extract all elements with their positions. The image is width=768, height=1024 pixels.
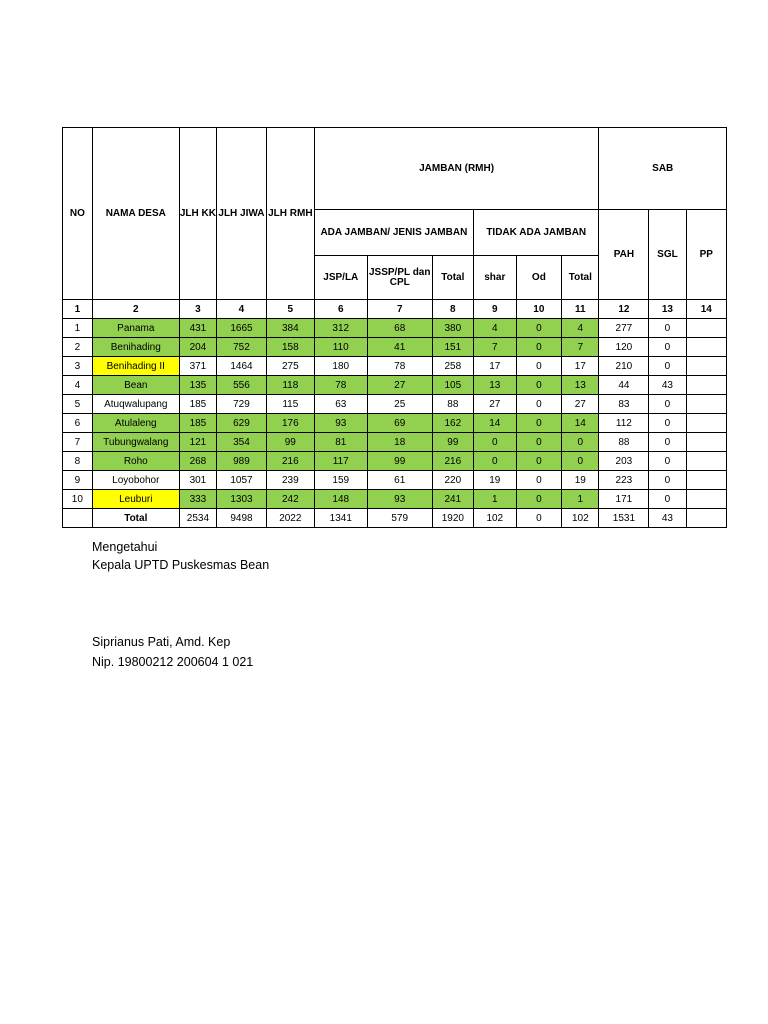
- table-cell: 1531: [599, 509, 649, 528]
- table-cell: 223: [599, 471, 649, 490]
- table-cell: 752: [217, 338, 267, 357]
- table-row: [63, 490, 727, 509]
- col-header-od: Od: [516, 256, 562, 300]
- table-cell: [686, 490, 726, 509]
- village-name-cell: Panama: [92, 319, 179, 338]
- table-cell: 729: [217, 395, 267, 414]
- table-cell: 210: [599, 357, 649, 376]
- column-number: 4: [217, 300, 267, 319]
- table-row: [63, 452, 727, 471]
- table-cell: 0: [474, 452, 516, 471]
- table-cell: [686, 376, 726, 395]
- table-cell: 171: [599, 490, 649, 509]
- total-label: Total: [92, 509, 179, 528]
- table-cell: [686, 395, 726, 414]
- table-cell: [686, 338, 726, 357]
- village-name-cell: Bean: [92, 376, 179, 395]
- table-cell: 7: [562, 338, 599, 357]
- table-cell: 102: [562, 509, 599, 528]
- table-cell: 0: [649, 490, 686, 509]
- table-cell: 10: [63, 490, 93, 509]
- village-name-cell: Atuqwalupang: [92, 395, 179, 414]
- table-cell: 43: [649, 376, 686, 395]
- village-name-cell: Atulaleng: [92, 414, 179, 433]
- col-header-jlh-rmh: JLH RMH: [266, 128, 314, 300]
- table-cell: 185: [179, 414, 216, 433]
- table-cell: 159: [314, 471, 367, 490]
- table-cell: 115: [266, 395, 314, 414]
- col-header-jsp-la: JSP/LA: [314, 256, 367, 300]
- table-cell: 93: [314, 414, 367, 433]
- total-row: [63, 509, 727, 528]
- table-cell: 13: [474, 376, 516, 395]
- table-cell: 0: [516, 471, 562, 490]
- table-cell: [686, 509, 726, 528]
- table-cell: [686, 319, 726, 338]
- table-cell: 110: [314, 338, 367, 357]
- column-number: 11: [562, 300, 599, 319]
- table-cell: 120: [599, 338, 649, 357]
- table-cell: 1303: [217, 490, 267, 509]
- table-cell: 99: [266, 433, 314, 452]
- col-header-nama-desa: NAMA DESA: [92, 128, 179, 300]
- column-number-row: [63, 300, 727, 319]
- signatory-name: Siprianus Pati, Amd. Kep: [92, 635, 231, 649]
- table-cell: 1: [474, 490, 516, 509]
- table-cell: 93: [367, 490, 432, 509]
- table-cell: 88: [432, 395, 473, 414]
- table-cell: 14: [474, 414, 516, 433]
- table-cell: [686, 471, 726, 490]
- table-cell: 69: [367, 414, 432, 433]
- table-cell: 61: [367, 471, 432, 490]
- column-number: 14: [686, 300, 726, 319]
- table-cell: 1665: [217, 319, 267, 338]
- table-cell: 220: [432, 471, 473, 490]
- table-cell: 6: [63, 414, 93, 433]
- table-cell: 268: [179, 452, 216, 471]
- table-cell: 431: [179, 319, 216, 338]
- col-header-jamban: JAMBAN (RMH): [314, 128, 599, 210]
- table-cell: 0: [649, 319, 686, 338]
- column-number: 7: [367, 300, 432, 319]
- table-row: [63, 395, 727, 414]
- table-cell: 41: [367, 338, 432, 357]
- table-cell: 0: [516, 319, 562, 338]
- village-name-cell: Benihading II: [92, 357, 179, 376]
- table-cell: 4: [474, 319, 516, 338]
- table-cell: 18: [367, 433, 432, 452]
- col-header-ada-jamban: ADA JAMBAN/ JENIS JAMBAN: [314, 210, 473, 256]
- village-name-cell: Leuburi: [92, 490, 179, 509]
- table-cell: 17: [474, 357, 516, 376]
- column-number: 6: [314, 300, 367, 319]
- table-cell: 102: [474, 509, 516, 528]
- table-cell: 17: [562, 357, 599, 376]
- table-cell: 203: [599, 452, 649, 471]
- table-cell: 216: [432, 452, 473, 471]
- table-cell: 63: [314, 395, 367, 414]
- table-cell: 121: [179, 433, 216, 452]
- table-cell: 0: [562, 452, 599, 471]
- table-cell: 83: [599, 395, 649, 414]
- table-cell: 99: [432, 433, 473, 452]
- table-cell: 239: [266, 471, 314, 490]
- table-cell: 112: [599, 414, 649, 433]
- table-cell: 25: [367, 395, 432, 414]
- table-cell: 27: [367, 376, 432, 395]
- table-cell: 19: [474, 471, 516, 490]
- table-cell: 0: [649, 395, 686, 414]
- col-header-jssp: JSSP/PL dan CPL: [367, 256, 432, 300]
- table-cell: 148: [314, 490, 367, 509]
- table-cell: 43: [649, 509, 686, 528]
- table-row: [63, 376, 727, 395]
- table-cell: 1341: [314, 509, 367, 528]
- table-cell: 1464: [217, 357, 267, 376]
- table-cell: 176: [266, 414, 314, 433]
- table-cell: 0: [649, 471, 686, 490]
- table-cell: 7: [63, 433, 93, 452]
- table-cell: 0: [649, 433, 686, 452]
- data-rows: [63, 319, 727, 509]
- table-cell: 88: [599, 433, 649, 452]
- table-cell: 19: [562, 471, 599, 490]
- table-cell: 216: [266, 452, 314, 471]
- column-number: 13: [649, 300, 686, 319]
- table-cell: 354: [217, 433, 267, 452]
- table-cell: 371: [179, 357, 216, 376]
- col-header-total-tidak: Total: [562, 256, 599, 300]
- table-cell: 241: [432, 490, 473, 509]
- table-cell: 27: [562, 395, 599, 414]
- table-cell: 3: [63, 357, 93, 376]
- table-cell: 162: [432, 414, 473, 433]
- table-cell: 81: [314, 433, 367, 452]
- table-row: [63, 471, 727, 490]
- column-number: 2: [92, 300, 179, 319]
- table-cell: 5: [63, 395, 93, 414]
- table-cell: 0: [516, 433, 562, 452]
- table-cell: 0: [516, 357, 562, 376]
- column-number: 1: [63, 300, 93, 319]
- table-cell: 277: [599, 319, 649, 338]
- table-cell: 118: [266, 376, 314, 395]
- col-header-sgl: SGL: [649, 210, 686, 300]
- col-header-jlh-kk: JLH KK: [179, 128, 216, 300]
- table-cell: 0: [516, 452, 562, 471]
- table-cell: 105: [432, 376, 473, 395]
- table-cell: 380: [432, 319, 473, 338]
- footer-acknowledged: Mengetahui: [92, 540, 158, 554]
- col-header-shar: shar: [474, 256, 516, 300]
- table-cell: 0: [474, 433, 516, 452]
- table-cell: 556: [217, 376, 267, 395]
- village-name-cell: Tubungwalang: [92, 433, 179, 452]
- table-cell: 0: [516, 414, 562, 433]
- table-cell: [686, 433, 726, 452]
- table-row: [63, 319, 727, 338]
- table-cell: 258: [432, 357, 473, 376]
- table-cell: 0: [649, 452, 686, 471]
- table-cell: 9: [63, 471, 93, 490]
- table-cell: 8: [63, 452, 93, 471]
- column-number: 12: [599, 300, 649, 319]
- table-cell: 68: [367, 319, 432, 338]
- col-header-pp: PP: [686, 210, 726, 300]
- table-cell: 78: [367, 357, 432, 376]
- table-cell: 158: [266, 338, 314, 357]
- column-number: 10: [516, 300, 562, 319]
- col-header-jlh-jiwa: JLH JIWA: [217, 128, 267, 300]
- table-cell: 7: [474, 338, 516, 357]
- table-cell: 117: [314, 452, 367, 471]
- table-cell: [686, 414, 726, 433]
- table-row: [63, 414, 727, 433]
- table-cell: 44: [599, 376, 649, 395]
- village-name-cell: Benihading: [92, 338, 179, 357]
- table-cell: 0: [516, 509, 562, 528]
- table-cell: 13: [562, 376, 599, 395]
- table-cell: 0: [516, 490, 562, 509]
- table-cell: 2534: [179, 509, 216, 528]
- table-row: [63, 433, 727, 452]
- table-cell: 0: [649, 357, 686, 376]
- table-cell: 204: [179, 338, 216, 357]
- table-cell: 1057: [217, 471, 267, 490]
- table-cell: 333: [179, 490, 216, 509]
- table-cell: 0: [516, 395, 562, 414]
- table-cell: 275: [266, 357, 314, 376]
- village-name-cell: Loyobohor: [92, 471, 179, 490]
- table-cell: 9498: [217, 509, 267, 528]
- data-table-viewport: [62, 127, 713, 528]
- signatory-nip: Nip. 19800212 200604 1 021: [92, 655, 254, 669]
- footer-position: Kepala UPTD Puskesmas Bean: [92, 558, 270, 572]
- table-cell: 989: [217, 452, 267, 471]
- table-cell: 180: [314, 357, 367, 376]
- table-cell: 4: [63, 376, 93, 395]
- table-cell: 0: [516, 338, 562, 357]
- table-cell: 0: [649, 338, 686, 357]
- column-number: 9: [474, 300, 516, 319]
- table-cell: [63, 509, 93, 528]
- village-name-cell: Roho: [92, 452, 179, 471]
- table-cell: 14: [562, 414, 599, 433]
- table-cell: 1: [562, 490, 599, 509]
- table-cell: 0: [516, 376, 562, 395]
- table-cell: [686, 357, 726, 376]
- table-cell: 579: [367, 509, 432, 528]
- column-number: 5: [266, 300, 314, 319]
- col-header-no: NO: [63, 128, 93, 300]
- col-header-pah: PAH: [599, 210, 649, 300]
- table-cell: [686, 452, 726, 471]
- data-table: [62, 127, 727, 528]
- col-header-tidak-ada-jamban: TIDAK ADA JAMBAN: [474, 210, 599, 256]
- table-cell: 185: [179, 395, 216, 414]
- table-cell: 151: [432, 338, 473, 357]
- table-cell: 2: [63, 338, 93, 357]
- table-cell: 78: [314, 376, 367, 395]
- table-cell: 0: [562, 433, 599, 452]
- column-number: 3: [179, 300, 216, 319]
- table-cell: 242: [266, 490, 314, 509]
- table-cell: 0: [649, 414, 686, 433]
- table-cell: 312: [314, 319, 367, 338]
- column-number: 8: [432, 300, 473, 319]
- table-cell: 99: [367, 452, 432, 471]
- table-cell: 1: [63, 319, 93, 338]
- table-cell: 301: [179, 471, 216, 490]
- table-row: [63, 338, 727, 357]
- table-cell: 1920: [432, 509, 473, 528]
- table-cell: 2022: [266, 509, 314, 528]
- table-cell: 4: [562, 319, 599, 338]
- col-header-sab: SAB: [599, 128, 727, 210]
- col-header-total-ada: Total: [432, 256, 473, 300]
- table-cell: 384: [266, 319, 314, 338]
- table-row: [63, 357, 727, 376]
- table-cell: 629: [217, 414, 267, 433]
- table-cell: 27: [474, 395, 516, 414]
- table-cell: 135: [179, 376, 216, 395]
